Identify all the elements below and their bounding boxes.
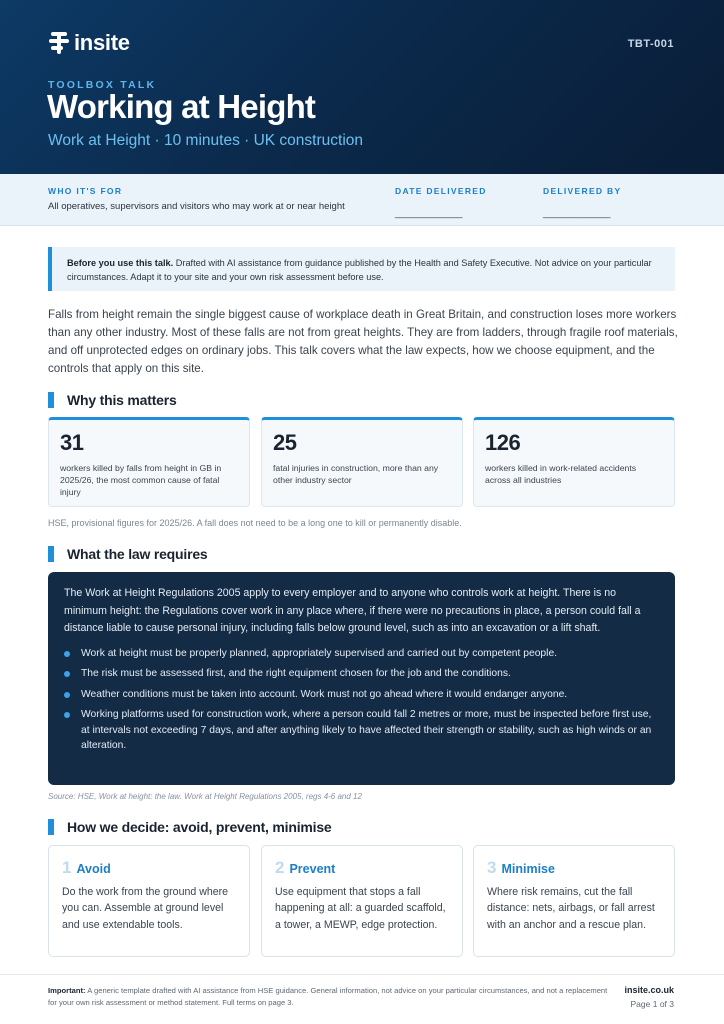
date-label: DATE DELIVERED xyxy=(395,186,487,196)
step-text: Do the work from the ground where you can. Assemble at ground level and use extendable tools. xyxy=(62,886,229,931)
bullet-dot-icon xyxy=(64,671,70,677)
section-heading-why xyxy=(48,392,177,408)
delivered-by-field[interactable]: ______________ xyxy=(543,208,610,219)
law-list-item xyxy=(64,666,659,682)
step-card-avoid xyxy=(48,845,250,957)
stat-number: 25 xyxy=(273,430,297,455)
document-kicker: TOOLBOX TALK xyxy=(48,79,157,91)
step-heading xyxy=(275,858,450,878)
law-item-text: Weather conditions must be taken into account. Work must not go ahead where it would endanger anyone. xyxy=(81,688,568,700)
stat-number: 31 xyxy=(60,430,84,455)
stat-number: 126 xyxy=(485,430,521,455)
law-item-text: The risk must be assessed first, and the right equipment chosen for the job and the conditions. xyxy=(81,668,511,679)
logo-mark-icon xyxy=(48,30,70,56)
step-text: Use equipment that stops a fall happening at all: a guarded scaffold, a tower, a MEWP, edge protection. xyxy=(275,886,446,931)
step-text: Where risk remains, cut the fall distance: nets, airbags, or fall arrest with an anchor and a rescue plan. xyxy=(487,886,655,931)
law-list-item xyxy=(64,687,659,703)
law-panel xyxy=(48,572,675,785)
delivered-by-label: DELIVERED BY xyxy=(543,186,622,196)
step-number: 1 xyxy=(62,858,72,877)
step-card-prevent xyxy=(261,845,463,957)
law-source: Source: HSE, Work at height: the law. Work at Height Regulations 2005, regs 4-6 and 12 xyxy=(48,792,362,801)
section-title: How we decide: avoid, prevent, minimise xyxy=(67,819,332,835)
bullet-dot-icon xyxy=(64,712,70,718)
notice-lead: Before you use this talk. xyxy=(67,258,174,268)
section-title: Why this matters xyxy=(67,392,177,408)
document-code: TBT-001 xyxy=(627,38,674,50)
notice-text: Drafted with AI assistance from guidance published by the Health and Safety Executive. Not advice on your particular circumstances. Adapt it to your site and your own risk assessment before use. xyxy=(67,258,652,282)
law-intro: The Work at Height Regulations 2005 apply to every employer and to anyone who controls work at height. There is no minimum height: the Regulations cover work in any place where, if there were no precautions in place, a person could fall a distance liable to cause personal injury, including falls below ground level, such as into an excavation or a lift shaft. xyxy=(64,587,641,634)
brand-logo[interactable] xyxy=(48,30,130,56)
stat-footnote: HSE, provisional figures for 2025/26. A fall does not need to be a long one to kill or permanently disable. xyxy=(48,518,462,528)
footer-lead: Important: xyxy=(48,986,86,995)
step-number: 2 xyxy=(275,858,285,877)
bullet-dot-icon xyxy=(64,651,70,657)
logo-text: insite xyxy=(74,30,130,55)
intro-paragraph: Falls from height remain the single biggest cause of workplace death in Great Britain, and construction loses more workers than any other industry. Most of these falls are not from great heights. They are from ladders, through fragile roof materials, and off unprotected edges on ordinary jobs. This talk covers what the law expects, how we choose equipment, and the controls that apply on this site. xyxy=(48,308,678,375)
footer-text: A generic template drafted with AI assistance from HSE guidance. General information, not advice on your particular circumstances, and not a replacement for your own risk assessment or method statement. Full terms on page 3. xyxy=(48,986,608,1007)
stat-card xyxy=(261,417,463,507)
section-accent-bar xyxy=(48,819,54,835)
law-item-text: Work at height must be properly planned, appropriately supervised and carried out by competent people. xyxy=(81,647,558,659)
law-list xyxy=(64,646,659,754)
header-banner xyxy=(0,0,724,174)
who-label: WHO IT'S FOR xyxy=(48,186,123,196)
section-accent-bar xyxy=(48,392,54,408)
footer-divider xyxy=(0,974,724,975)
step-heading xyxy=(62,858,237,878)
date-field[interactable]: ______________ xyxy=(395,208,462,219)
meta-strip xyxy=(0,174,724,226)
section-title: What the law requires xyxy=(67,546,208,562)
stat-card xyxy=(473,417,675,507)
who-value: All operatives, supervisors and visitors who may work at or near height xyxy=(48,201,345,212)
footer-disclaimer xyxy=(48,985,608,1009)
step-number: 3 xyxy=(487,858,497,877)
step-heading xyxy=(487,858,662,878)
stat-description: workers killed by falls from height in GB in 2025/26, the most common cause of fatal injury xyxy=(60,463,222,497)
page-title: Working at Height xyxy=(47,88,316,125)
law-list-item xyxy=(64,646,659,662)
section-accent-bar xyxy=(48,546,54,562)
stat-description: workers killed in work-related accidents across all industries xyxy=(485,463,637,485)
law-item-text: Working platforms used for construction work, where a person could fall 2 metres or more, must be inspected before first use, at intervals not exceeding 7 days, and after anything likely to have affected their strength or stability, such as high winds or an alteration. xyxy=(81,709,652,751)
stat-card xyxy=(48,417,250,507)
step-title: Minimise xyxy=(501,862,555,876)
step-title: Prevent xyxy=(289,862,336,876)
step-card-minimise xyxy=(473,845,675,957)
bullet-dot-icon xyxy=(64,692,70,698)
law-list-item xyxy=(64,707,659,754)
stat-description: fatal injuries in construction, more than any other industry sector xyxy=(273,463,439,485)
footer-site-link[interactable]: insite.co.uk xyxy=(624,985,674,995)
section-heading-law xyxy=(48,546,208,562)
page-subtitle: Work at Height · 10 minutes · UK construction xyxy=(48,132,364,149)
usage-notice xyxy=(48,247,675,291)
section-heading-decide xyxy=(48,819,332,835)
step-title: Avoid xyxy=(76,862,111,876)
page-number: Page 1 of 3 xyxy=(630,999,674,1009)
